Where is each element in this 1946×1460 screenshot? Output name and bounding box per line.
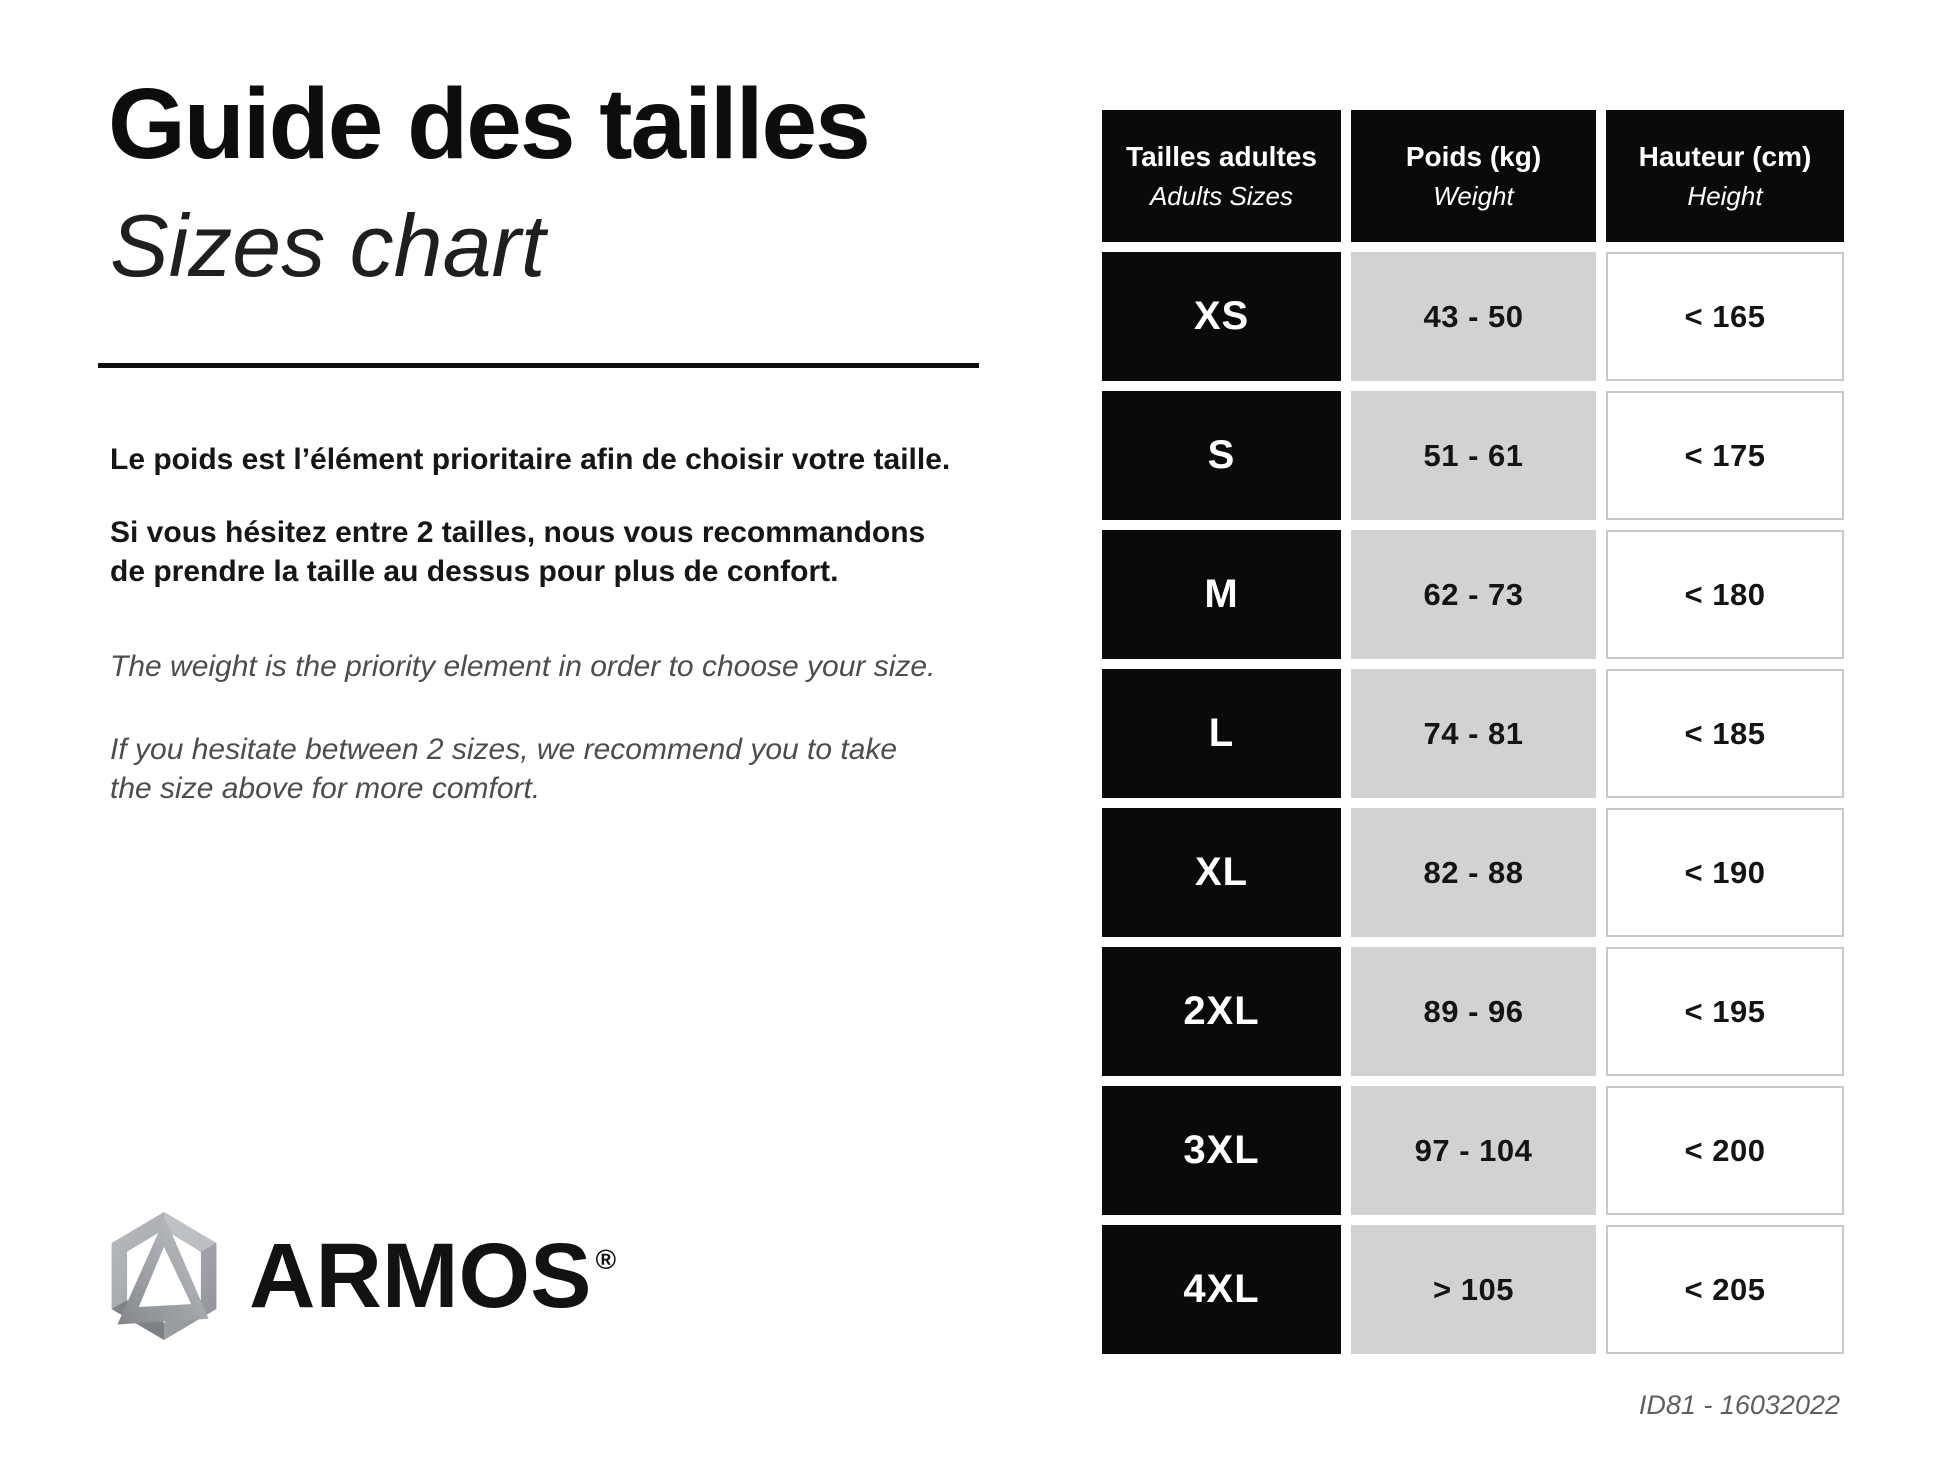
armos-hexagon-emblem-icon [105,1210,223,1342]
size-cell: 2XL [1102,947,1341,1076]
size-cell: L [1102,669,1341,798]
intro-fr-line-2: Si vous hésitez entre 2 tailles, nous vous recommandons [110,516,926,549]
intro-text [110,440,1070,808]
weight-cell: 97 - 104 [1351,1086,1596,1215]
header-weight-fr: Poids (kg) [1405,140,1542,172]
weight-cell: 43 - 50 [1351,252,1596,381]
size-cell: S [1102,391,1341,520]
height-cell: < 195 [1606,947,1844,1076]
height-cell: < 185 [1606,669,1844,798]
size-cell: XL [1102,808,1341,937]
height-cell: < 165 [1606,252,1844,381]
header-sizes-fr: Tailles adultes [1126,140,1317,172]
height-cell: < 175 [1606,391,1844,520]
size-cell: 4XL [1102,1225,1341,1354]
table-header-sizes [1102,110,1341,242]
intro-en-line-2: If you hesitate between 2 sizes, we recommend you to take [110,733,898,766]
weight-cell: 62 - 73 [1351,530,1596,659]
header-height-en: Height [1687,180,1763,211]
intro-en-line-1: The weight is the priority element in order to choose your size. [110,650,936,683]
height-cell: < 180 [1606,530,1844,659]
weight-cell: 89 - 96 [1351,947,1596,1076]
brand-name: ARMOS [249,1225,592,1327]
size-table [1102,110,1844,1354]
table-header-height [1606,110,1844,242]
size-cell: 3XL [1102,1086,1341,1215]
brand-logo [105,1210,616,1342]
size-cell: XS [1102,252,1341,381]
weight-cell: 74 - 81 [1351,669,1596,798]
weight-cell: 51 - 61 [1351,391,1596,520]
intro-fr-line-1: Le poids est l’élément prioritaire afin de choisir votre taille. [110,443,951,476]
weight-cell: > 105 [1351,1225,1596,1354]
height-cell: < 200 [1606,1086,1844,1215]
header-weight-en: Weight [1433,180,1514,211]
weight-cell: 82 - 88 [1351,808,1596,937]
header-sizes-en: Adults Sizes [1149,180,1294,211]
size-cell: M [1102,530,1341,659]
table-header-weight [1351,110,1596,242]
title-divider [98,363,979,368]
height-cell: < 205 [1606,1225,1844,1354]
registered-mark: ® [595,1244,617,1275]
header-height-fr: Hauteur (cm) [1638,140,1812,172]
intro-fr-line-3: de prendre la taille au dessus pour plus de confort. [110,555,839,588]
height-cell: < 190 [1606,808,1844,937]
page-subtitle: Sizes chart [110,196,546,295]
intro-en-line-3: the size above for more comfort. [110,772,541,805]
page-title: Guide des tailles [108,68,869,180]
document-id: ID81 - 16032022 [1638,1390,1840,1420]
brand-wordmark [249,1225,617,1327]
